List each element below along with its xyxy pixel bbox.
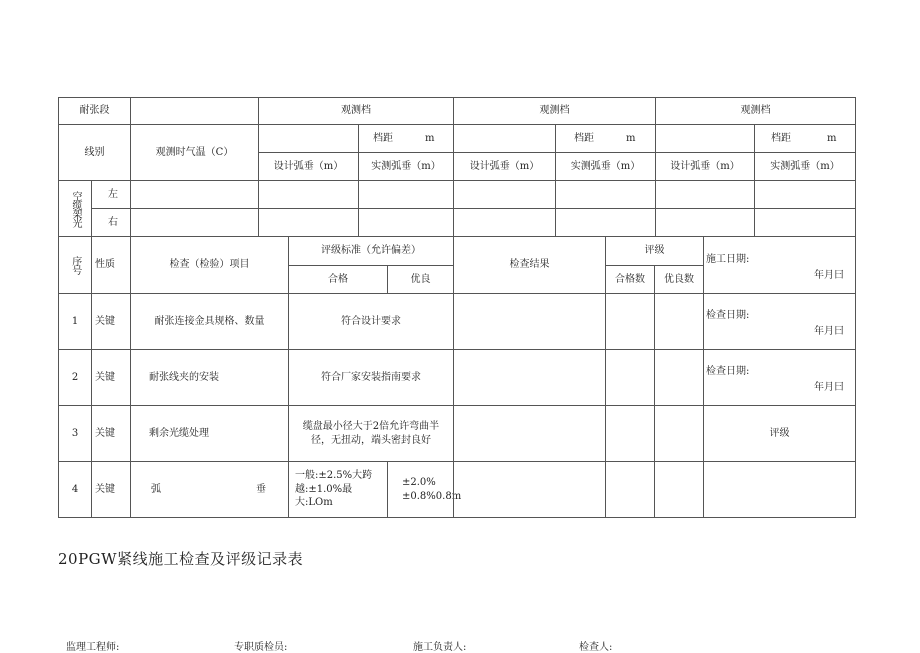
- col-qualified-label: 合格: [328, 273, 348, 285]
- obs-span-header-3: [655, 97, 856, 125]
- row1-nature: [91, 293, 131, 350]
- right-cell-4: [555, 208, 656, 237]
- row4-excellent-count: [654, 461, 704, 518]
- row1-item-text: 耐张连接金具规格、数量: [154, 315, 265, 327]
- actual-sag-label-2: 实测弧垂（m）: [570, 160, 641, 172]
- obs-span-label-3: 观测档: [740, 105, 771, 117]
- col-no-header: [58, 236, 92, 294]
- right-cell-1: [258, 208, 359, 237]
- row3-no-text: 3: [71, 427, 79, 439]
- row1-excellent-count: [654, 293, 704, 350]
- obs-temp-label: 观测时气温（C）: [155, 146, 234, 158]
- row4-item-text-a: 弧: [151, 483, 161, 495]
- row3-item: [130, 405, 289, 462]
- segment-value-cell: [130, 97, 259, 125]
- row3-standard: [288, 405, 454, 462]
- row1-no: [58, 293, 92, 350]
- right-cell-5: [655, 208, 755, 237]
- span-dist-label-2: 档距: [574, 132, 594, 144]
- row4-qualified-count: [605, 461, 655, 518]
- row1-date-ymd: 年月曰: [814, 326, 844, 337]
- row2-excellent-count: [654, 349, 704, 406]
- col-nature-header: [91, 236, 131, 294]
- right-temp-cell: [130, 208, 259, 237]
- row4-no: [58, 461, 92, 518]
- line-label: 线别: [84, 146, 105, 158]
- obs-span-header-2: [453, 97, 656, 125]
- col-qualified-header: [288, 265, 388, 294]
- col-grade-label: 评级: [644, 245, 665, 257]
- right-cell-2: [358, 208, 454, 237]
- segment-label: 耐张段: [79, 105, 110, 117]
- right-cell-3: [453, 208, 556, 237]
- row2-nature: [91, 349, 131, 406]
- design-sag-header-1: [258, 152, 359, 181]
- col-result-label: 检查结果: [509, 259, 550, 271]
- row4-nature: [91, 461, 131, 518]
- row1-result: [453, 293, 606, 350]
- row2-no-text: 2: [71, 371, 79, 383]
- span-empty-3: [655, 124, 755, 153]
- row2-date-ymd: 年月曰: [814, 382, 844, 393]
- row4-excellent: [387, 461, 462, 518]
- actual-sag-header-2: [555, 152, 656, 181]
- col-grade-header: [605, 236, 704, 266]
- col-qualified-count-header: [605, 265, 655, 294]
- right-label-cell: [91, 208, 131, 237]
- footer-construction-lead: 施工负责人:: [413, 642, 467, 653]
- span-dist-cell-3: [754, 124, 856, 153]
- col-standard-label: 评级标准（允许偏差）: [321, 245, 421, 257]
- left-cell-5: [655, 180, 755, 209]
- side-label: 空缆架光: [70, 190, 81, 227]
- span-dist-label-3: 档距: [771, 132, 791, 144]
- obs-span-label-1: 观测档: [341, 105, 371, 117]
- left-cell-2: [358, 180, 454, 209]
- row4-item: [130, 461, 289, 518]
- design-sag-header-2: [453, 152, 556, 181]
- row2-date-label: 检查日期:: [706, 366, 750, 377]
- col-nature-label: 性质: [95, 259, 115, 271]
- design-sag-label-2: 设计弧垂（m）: [469, 160, 540, 172]
- row4-excellent-text: ±2.0%±0.8%0.8m: [402, 477, 462, 502]
- left-cell-3: [453, 180, 556, 209]
- line-label-cell: [58, 124, 131, 181]
- right-label: 右: [108, 216, 118, 228]
- row3-nature-text: 关键: [95, 427, 115, 439]
- col-qualified-count-label: 合格数: [615, 273, 645, 285]
- row4-qualified: [288, 461, 388, 518]
- row3-nature: [91, 405, 131, 462]
- row4-nature-text: 关键: [95, 483, 115, 495]
- form-title: 20PGW紧线施工检查及评级记录表: [58, 550, 304, 568]
- col-standard-header: [288, 236, 454, 266]
- obs-span-header-1: [258, 97, 454, 125]
- span-unit-2: m: [626, 132, 636, 144]
- row4-qualified-text: 一般:±2.5%大跨越:±1.0%最大:LOm: [295, 470, 373, 509]
- left-label: 左: [108, 188, 118, 200]
- col-result-header: [453, 236, 606, 294]
- row2-item-text: 耐张线夹的安装: [149, 371, 219, 383]
- col-no-label: 序号: [69, 256, 81, 274]
- row4-side-cell: [703, 461, 856, 518]
- span-empty-1: [258, 124, 359, 153]
- row2-no: [58, 349, 92, 406]
- span-unit-1: m: [425, 132, 435, 144]
- span-dist-cell-2: [555, 124, 656, 153]
- actual-sag-header-3: [754, 152, 856, 181]
- obs-temp-cell: [130, 124, 259, 181]
- construction-date-ymd: 年月曰: [814, 270, 844, 281]
- row3-grade-label: 评级: [769, 427, 790, 439]
- row1-item: [130, 293, 289, 350]
- row3-item-text: 剩余光缆处理: [149, 427, 209, 439]
- row4-no-text: 4: [71, 483, 79, 495]
- row2-standard: [288, 349, 454, 406]
- actual-sag-header-1: [358, 152, 454, 181]
- actual-sag-label-1: 实测弧垂（m）: [371, 160, 441, 172]
- row3-standard-text: 缆盘最小径大于2倍允许弯曲半径，无扭动，端头密封良好: [302, 421, 440, 446]
- row1-standard-text: 符合设计要求: [341, 315, 401, 327]
- construction-date-cell: [703, 236, 856, 294]
- footer-supervisor: 监理工程师:: [66, 642, 120, 653]
- row3-result: [453, 405, 606, 462]
- left-temp-cell: [130, 180, 259, 209]
- construction-date-label: 施工日期:: [706, 254, 750, 265]
- actual-sag-label-3: 实测弧垂（m）: [770, 160, 840, 172]
- span-empty-2: [453, 124, 556, 153]
- col-item-label: 检查（检验）项目: [169, 259, 250, 271]
- col-excellent-header: [387, 265, 454, 294]
- span-unit-3: m: [827, 132, 837, 144]
- footer-inspector: 检查人:: [579, 642, 613, 653]
- span-dist-label-1: 档距: [373, 132, 393, 144]
- side-label-cell: [58, 180, 92, 237]
- row1-standard: [288, 293, 454, 350]
- design-sag-label-3: 设计弧垂（m）: [670, 160, 740, 172]
- row1-nature-text: 关键: [95, 315, 115, 327]
- design-sag-label-1: 设计弧垂（m）: [273, 160, 344, 172]
- left-cell-6: [754, 180, 856, 209]
- obs-span-label-2: 观测档: [539, 105, 570, 117]
- col-excellent-count-header: [654, 265, 704, 294]
- row1-qualified-count: [605, 293, 655, 350]
- left-cell-4: [555, 180, 656, 209]
- row4-item-text-b: 垂: [256, 483, 266, 495]
- row2-result: [453, 349, 606, 406]
- row3-excellent-count: [654, 405, 704, 462]
- row1-no-text: 1: [71, 315, 79, 327]
- footer-qc: 专职质检员:: [234, 642, 288, 653]
- design-sag-header-3: [655, 152, 755, 181]
- span-dist-cell-1: [358, 124, 454, 153]
- right-cell-6: [754, 208, 856, 237]
- col-excellent-label: 优良: [410, 273, 431, 285]
- row3-qualified-count: [605, 405, 655, 462]
- left-label-cell: [91, 180, 131, 209]
- row1-date-label: 检查日期:: [706, 310, 750, 321]
- row4-result: [453, 461, 606, 518]
- left-cell-1: [258, 180, 359, 209]
- row3-no: [58, 405, 92, 462]
- row2-qualified-count: [605, 349, 655, 406]
- col-item-header: [130, 236, 289, 294]
- row2-standard-text: 符合厂家安装指南要求: [321, 371, 421, 383]
- segment-label-cell: [58, 97, 131, 125]
- row2-nature-text: 关键: [95, 371, 115, 383]
- row3-grade-cell: [703, 405, 856, 462]
- row2-item: [130, 349, 289, 406]
- col-excellent-count-label: 优良数: [664, 273, 694, 285]
